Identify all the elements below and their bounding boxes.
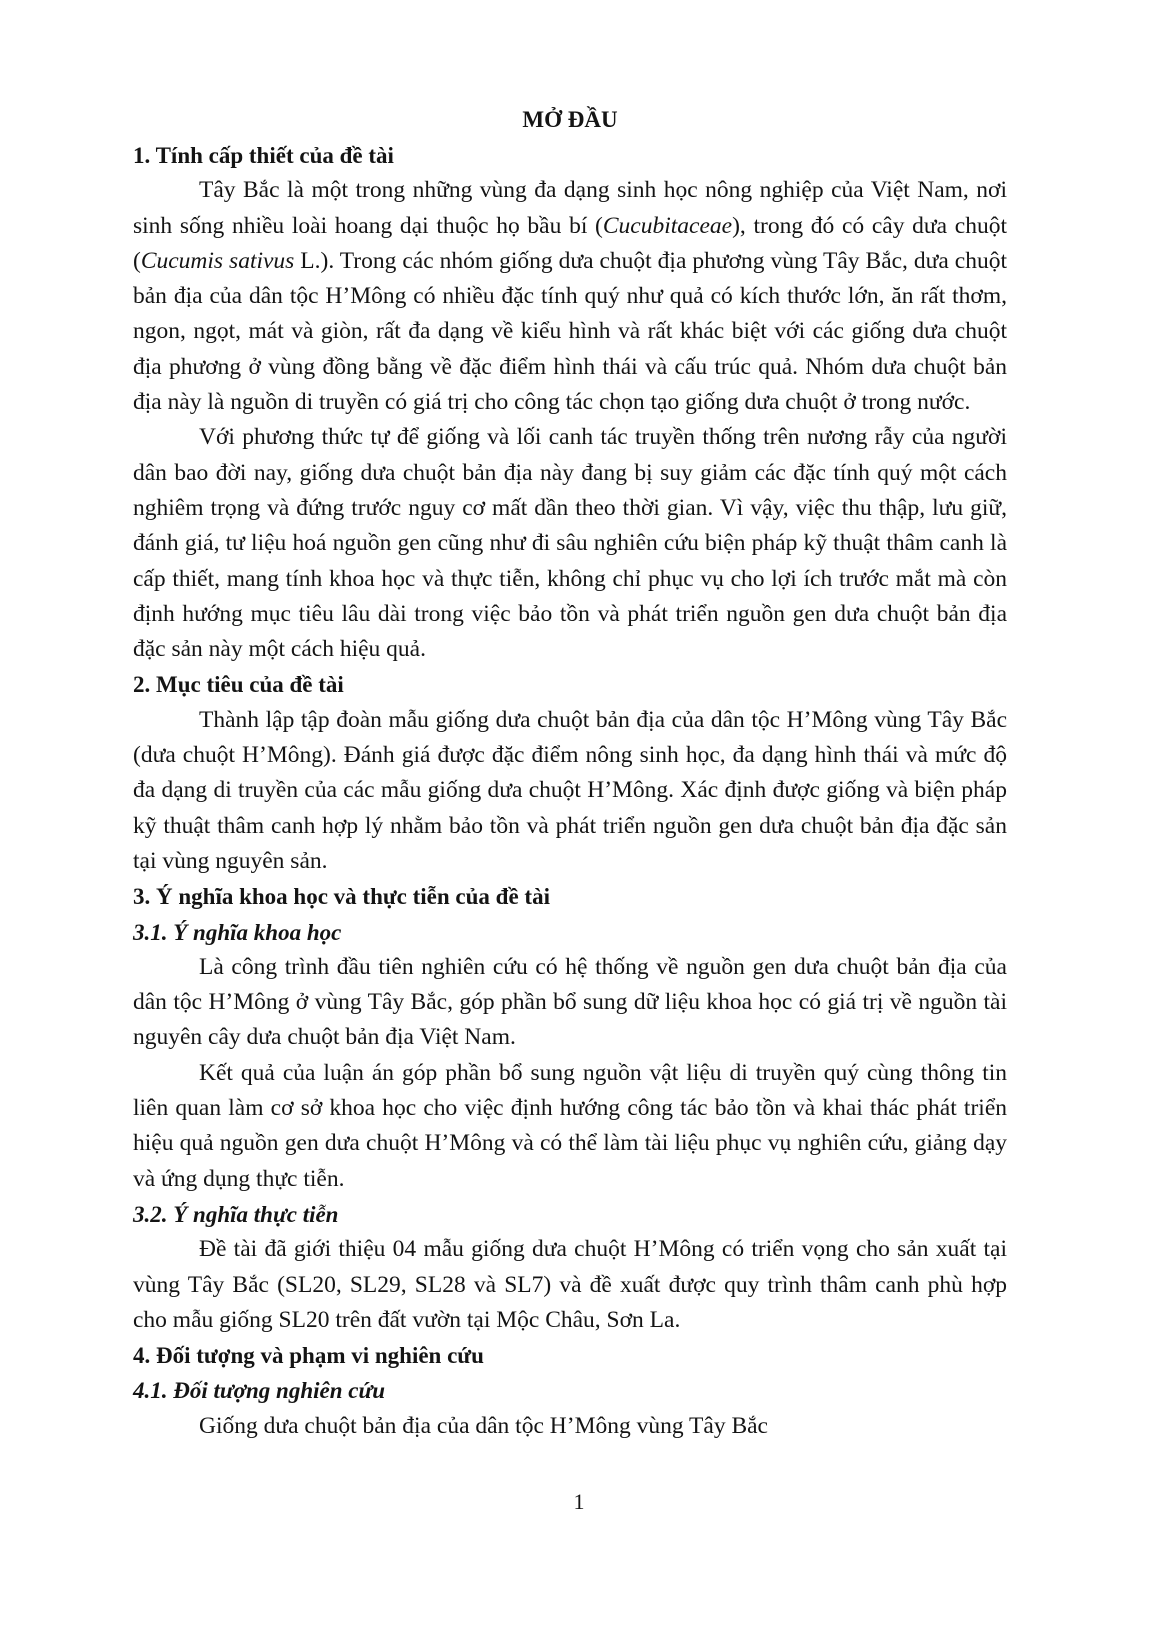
- italic-term: Cucubitaceae: [602, 212, 733, 239]
- section-4-1-heading: 4.1. Đối tượng nghiên cứu: [133, 1378, 386, 1404]
- section-3-1-paragraph-1: Là công trình đầu tiên nghiên cứu có hệ thống về nguồn gen dưa chuột bản địa của dân tộc H’Mông ở vùng Tây Bắc, góp phần bổ sung dữ liệu khoa học có giá trị về nguồn tài nguyên cây dưa chuột bản địa Việt Nam.: [133, 953, 1007, 1051]
- section-3-2-heading: 3.2. Ý nghĩa thực tiễn: [133, 1201, 339, 1227]
- italic-term: Cucumis sativus: [140, 247, 295, 274]
- section-3-1-heading: 3.1. Ý nghĩa khoa học: [133, 919, 342, 945]
- section-1-heading: 1. Tính cấp thiết của đề tài: [133, 143, 394, 168]
- section-2-heading: 2. Mục tiêu của đề tài: [133, 672, 344, 698]
- document-page: [133, 102, 1007, 1444]
- text-run: L.). Trong các nhóm giống dưa chuột địa phương vùng Tây Bắc, dưa chuột bản địa của dân tộc H’Mông có nhiều đặc tính quý như quả có kích thước lớn, ăn rất thơm, ngon, ngọt, mát và giòn, rất đa dạng về kiểu hình và rất khác biệt với các giống dưa chuột địa phương ở vùng đồng bằng về đặc điểm hình thái và cấu trúc quả. Nhóm dưa chuột bản địa này là nguồn di truyền có giá trị cho công tác chọn tạo giống dưa chuột ở trong nước.: [133, 247, 1007, 416]
- page-number: 1: [573, 1489, 585, 1514]
- document-title: MỞ ĐẦU: [522, 107, 618, 132]
- section-4-1-paragraph-1: Giống dưa chuột bản địa của dân tộc H’Mông vùng Tây Bắc: [199, 1412, 768, 1439]
- section-3-1-paragraph-2: Kết quả của luận án góp phần bổ sung nguồn vật liệu di truyền quý cùng thông tin liên quan làm cơ sở khoa học cho việc định hướng công tác bảo tồn và khai thác phát triển hiệu quả nguồn gen dưa chuột H’Mông và có thể làm tài liệu phục vụ nghiên cứu, giảng dạy và ứng dụng thực tiễn.: [133, 1059, 1007, 1192]
- section-4-heading: 4. Đối tượng và phạm vi nghiên cứu: [133, 1343, 484, 1369]
- section-1-paragraph-2: Với phương thức tự để giống và lối canh tác truyền thống trên nương rẫy của người dân bao đời nay, giống dưa chuột bản địa này đang bị suy giảm các đặc tính quý một cách nghiêm trọng và đứng trước nguy cơ mất dần theo thời gian. Vì vậy, việc thu thập, lưu giữ, đánh giá, tư liệu hoá nguồn gen cũng như đi sâu nghiên cứu biện pháp kỹ thuật thâm canh là cấp thiết, mang tính khoa học và thực tiễn, không chỉ phục vụ cho lợi ích trước mắt mà còn định hướng mục tiêu lâu dài trong việc bảo tồn và phát triển nguồn gen dưa chuột bản địa đặc sản này một cách hiệu quả.: [133, 424, 1007, 663]
- section-2-paragraph-1: Thành lập tập đoàn mẫu giống dưa chuột bản địa của dân tộc H’Mông vùng Tây Bắc (dưa chuột H’Mông). Đánh giá được đặc điểm nông sinh học, đa dạng hình thái và mức độ đa dạng di truyền của các mẫu giống dưa chuột H’Mông. Xác định được giống và biện pháp kỹ thuật thâm canh hợp lý nhằm bảo tồn và phát triển nguồn gen dưa chuột bản địa đặc sản tại vùng nguyên sản.: [133, 706, 1007, 874]
- section-1-paragraph-1: [133, 173, 1007, 420]
- section-3-heading: 3. Ý nghĩa khoa học và thực tiễn của đề tài: [133, 884, 550, 910]
- text-run: Tây Bắc là một trong những vùng đa dạng sinh học nông nghiệp của Việt Nam, nơi sinh sống nhiều loài hoang dại thuộc họ bầu bí (: [133, 177, 1007, 239]
- text-run: ), trong đó có cây dưa chuột (: [133, 212, 1007, 274]
- section-3-2-paragraph-1: Đề tài đã giới thiệu 04 mẫu giống dưa chuột H’Mông có triển vọng cho sản xuất tại vùng Tây Bắc (SL20, SL29, SL28 và SL7) và đề xuất được quy trình thâm canh phù hợp cho mẫu giống SL20 trên đất vườn tại Mộc Châu, Sơn La.: [133, 1236, 1007, 1333]
